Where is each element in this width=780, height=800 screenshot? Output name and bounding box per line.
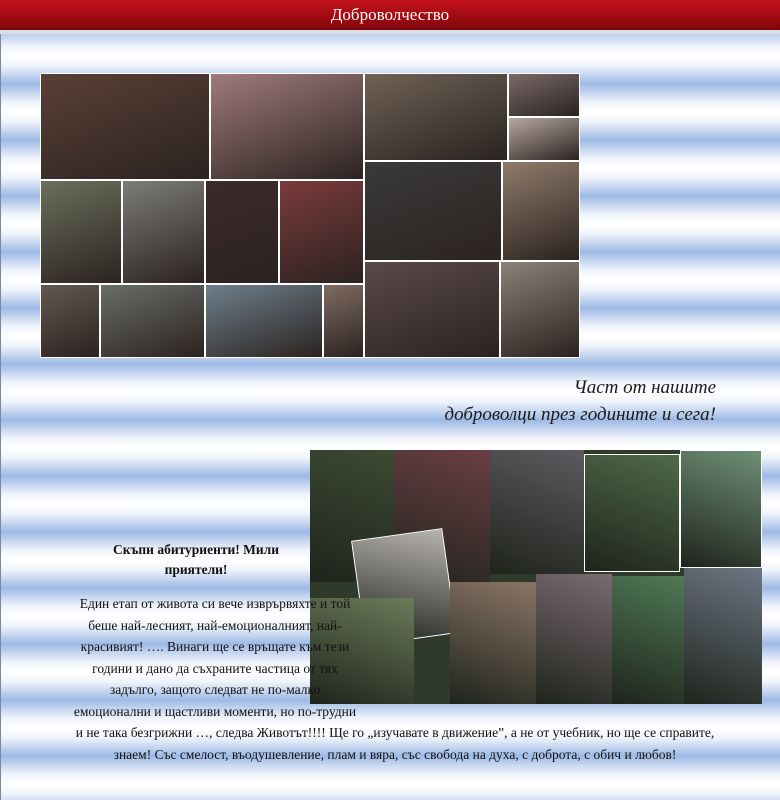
photo-grey-gown-girl xyxy=(490,450,584,574)
photo-two-students-portrait xyxy=(40,73,210,180)
photo-girls-by-building xyxy=(122,180,205,284)
photo-girl-window xyxy=(508,117,580,161)
volunteers-photo-collage xyxy=(40,73,580,358)
collage-caption xyxy=(444,374,716,428)
message-body-wrap xyxy=(70,593,720,765)
photo-girls-near-tables xyxy=(323,284,364,358)
photo-girl-in-office xyxy=(502,161,580,261)
title-divider xyxy=(0,30,780,34)
photo-two-girls-top xyxy=(508,73,580,117)
greeting-heading: Скъпи абитуриенти! Мили приятели! xyxy=(112,542,280,577)
photo-group-outdoor xyxy=(205,284,323,358)
collage-spacer xyxy=(360,593,720,705)
photo-girls-standing-room xyxy=(500,261,580,358)
photo-yard-group xyxy=(100,284,205,358)
photo-balloons-group xyxy=(210,73,364,180)
frame-border xyxy=(0,34,1,800)
photo-classroom-tables xyxy=(364,73,508,161)
photo-bw-night-group xyxy=(364,161,502,261)
photo-classroom-students xyxy=(40,284,100,358)
photo-teal-dress-girl xyxy=(680,450,762,568)
photo-outdoor-stalls xyxy=(40,180,122,284)
caption-line-2: доброволци през годините и сега! xyxy=(444,404,716,425)
photo-volunteers-donations xyxy=(364,261,500,358)
photo-two-friends-red xyxy=(279,180,364,284)
message-body: Един етап от живота си вече изврървяхте и той беше най-лесният, най-емоционалният, най-красивият! …. Винаги ще се връщате към тези години и дано да съхраните частица от тях задълго, защото следват не по-малко емоционални и щастливи моменти, но по-трудни и не така безгрижни …, следва Животът!!!! Ще го „изучавате в движение”, а не от учебник, но ще се справите, знаем! Със смелост, въодушевление, плам и вяра, със свобода на духа, с доброта, с обич и любов! xyxy=(73,596,715,762)
window-title: Доброволчество xyxy=(0,0,780,30)
photo-girl-red-dress xyxy=(205,180,279,284)
photo-park-walk-girl xyxy=(584,454,680,572)
caption-line-1: Част от нашите xyxy=(573,377,716,398)
